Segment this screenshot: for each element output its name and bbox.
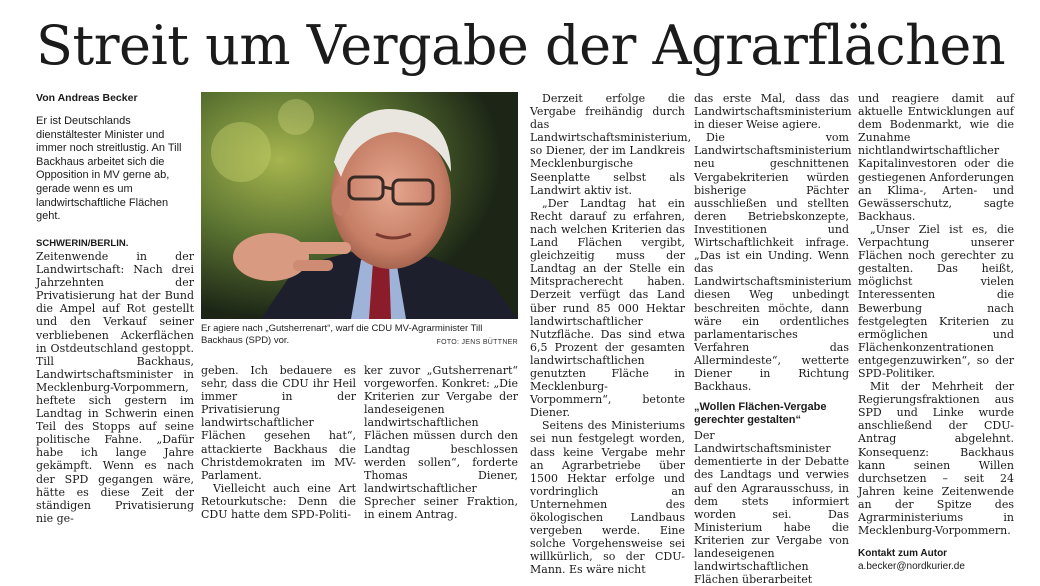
column-1 [36, 92, 194, 525]
byline: Von Andreas Becker [36, 92, 138, 104]
contact-email[interactable]: a.becker@nordkurier.de [858, 561, 965, 573]
headline: Streit um Vergabe der Agrarflächen [36, 14, 1006, 77]
body-paragraph: Die vom Landwirtschaftsministerium neu geschnittenen Vergabekriterien würden bisherige Pächter ausschließen und stellten deren Betriebskonzepte, Investitionen und Wirtschaftlichkeit infrage. „Das ist ein Unding. Wenn das Landwirtschaftsministerium diesen Weg unbedingt beschreiten möchte, dann wäre ein ordentliches parlamentarisches Verfahren das Allermindeste“, wetterte Diener in Richtung Backhaus. [694, 131, 852, 394]
body-paragraph: Seitens des Ministeriums sei nun festgelegt worden, dass keine Vergabe mehr an Agrarbetriebe über 1500 Hektar erfolge und vordringlich an Unternehmen des ökologischen Landbaus vergeben werde. Eine solche Vorgehensweise sei willkürlich, so der CDU-Mann. Es wäre nicht [530, 419, 685, 577]
column-3 [364, 364, 518, 522]
body-paragraph: Derzeit erfolge die Vergabe freihändig durch das Landwirtschaftsministerium, so Diener, der im Landkreis Mecklenburgische Seenplatte selbst als Landwirt aktiv ist. [530, 92, 692, 197]
body-paragraph: Vielleicht auch eine Art Retourkutsche: Denn die CDU hatte dem SPD-Politi- [201, 481, 356, 522]
body-paragraph: „Unser Ziel ist es, die Verpachtung unserer Flächen noch gerechter zu gestalten. Das heißt, möglichst vielen Interessenten die Bewerbung nach festgelegten Kriterien zu ermöglichen und Flächenkonzentrationen entgegenzuwirken“, so der SPD-Politiker. [858, 222, 1014, 380]
body-paragraph: das erste Mal, dass das Landwirtschaftsministerium in dieser Weise agiere. [694, 92, 852, 132]
body-paragraph: Der Landwirtschaftsminister dementierte in der Debatte des Landtags und verwies auf den Agrarausschuss, in dem stets informiert worden sei. Das Ministerium habe die Kriterien zur Vergabe von landeseigenen landwirtschaftlichen Flächen überarbeitet [694, 429, 849, 586]
photo-credit: FOTO: JENS BÜTTNER [436, 339, 518, 346]
column-5 [694, 92, 852, 586]
body-paragraph: „Der Landtag hat ein Recht darauf zu erfahren, nach welchen Kriterien das Land Flächen vergibt, gleichzeitig muss der Landtag an der Stelle ein Mitspracherecht haben. Derzeit verfügt das Land über rund 85 000 Hektar landwirtschaftlicher Nutzfläche. Das sind etwa 6,5 Prozent der gesamten landwirtschaftlichen genutzten Fläche in Mecklenburg-Vorpommern“, betonte Diener. [530, 196, 685, 420]
column-6 [858, 92, 1014, 573]
body-paragraph: ker zuvor „Gutsherrenart“ vorgeworfen. Konkret: „Die Kriterien zur Vergabe der landeseigenen landwirtschaftlichen Flächen müssen durch den Landtag beschlossen werden sollen“, forderte Thomas Diener, landwirtschaftlicher Sprecher seiner Fraktion, in einem Antrag. [364, 364, 518, 522]
column-2 [201, 364, 356, 522]
contact-heading: Kontakt zum Autor [858, 548, 948, 560]
minister-photo [201, 92, 518, 319]
body-text: Zeitenwende in der Landwirtschaft: Nach drei Jahrzehnten der Privatisierung hat der Bund die Ampel auf Rot gestellt und den Verkauf seiner verbliebenen Ackerflächen in Ostdeutschland gestoppt. Till Backhaus, Landwirtschaftsminister in Mecklenburg-Vorpommern, heftete sich gestern im Landtag in Schwerin einen Teil des Stopps auf seine politische Fahne. „Dafür habe ich lange Jahre gekämpft. Wenn es nach der SPD gegangen wäre, hätte es diese Zeit der ständigen Privatisierung nie ge- [36, 249, 194, 525]
photo-caption [201, 323, 518, 349]
lead-text: Er ist Deutschlands dienstältester Minister und immer noch streitlustig. An Till Backhaus arbeitet sich die Opposition in MV gerne ab, gerade wenn es um landwirtschaftliche Flächen geht. [36, 115, 182, 223]
body-paragraph: Mit der Mehrheit der Regierungsfraktionen aus SPD und Linke wurde anschließend der CDU-Antrag abgelehnt. Konsequenz: Backhaus kann seinen Willen durchsetzen – seit 24 Jahren keine Zeitenwende an der Spitze des Agrarministeriums in Mecklenburg-Vorpommern. [858, 380, 1014, 538]
dateline: SCHWERIN/BERLIN. [36, 237, 129, 249]
body-paragraph: geben. Ich bedauere es sehr, dass die CDU ihr Heil immer in der Privatisierung landwirtschaftlicher Flächen gesehen hat“, attackierte Backhaus die Christdemokraten im MV-Parlament. [201, 364, 356, 482]
body-paragraph: und reagiere damit auf aktuelle Entwicklungen auf dem Bodenmarkt, wie die Zunahme nichtlandwirtschaftlicher Kapitalinvestoren oder die gestiegenen Anforderungen an Klima-, Arten- und Gewässerschutz, sagte Backhaus. [858, 92, 1014, 223]
portrait-image [201, 92, 518, 319]
body-paragraph [36, 236, 194, 525]
column-4 [530, 92, 692, 577]
caption-text: Er agiere nach „Gutsherrenart“, warf die CDU MV-Agrarminister Till Backhaus (SPD) vor. [201, 323, 483, 346]
subheading: „Wollen Flächen-Vergabe gerechter gestalten“ [694, 401, 827, 427]
